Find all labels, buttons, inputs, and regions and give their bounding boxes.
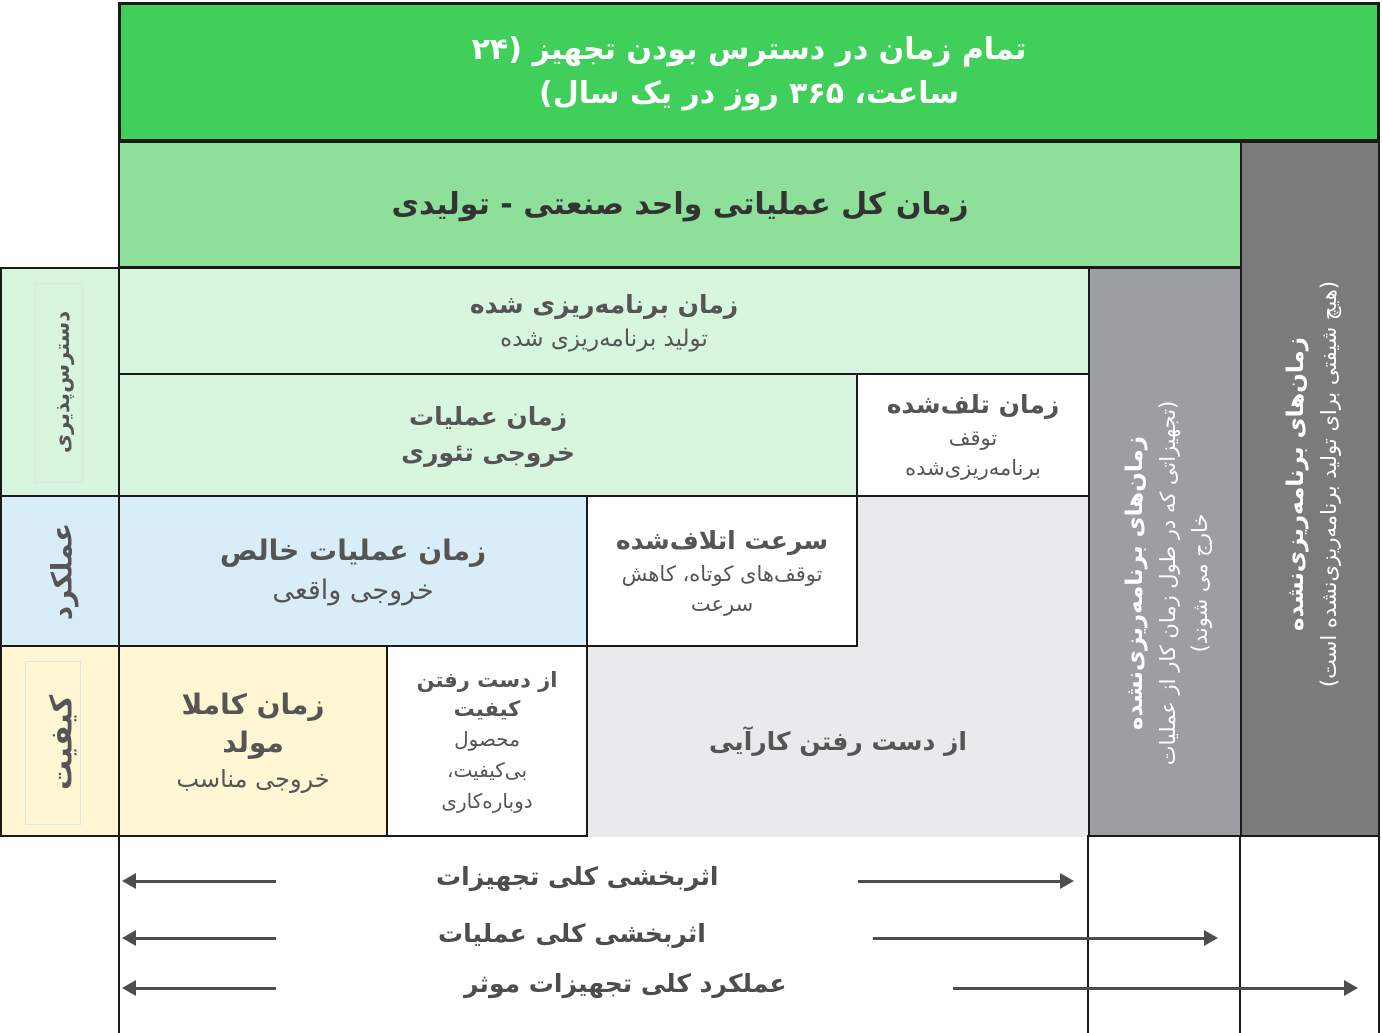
total-operating-time-bar [118,141,1242,268]
arrow-teep-left-shaft [134,987,276,990]
quality-loss-line2: بی‌کیفیت، [446,757,528,782]
operating-time-subtitle: خروجی تئوری [401,438,575,467]
arrow-ooe-label: اثربخشی کلی عملیات [438,919,706,948]
total-available-time-line1: تمام زمان در دسترس بودن تجهیز (۲۴ [471,32,1027,67]
operating-time [118,373,858,497]
side-label-performance [0,495,120,647]
speed-loss-title: سرعت اتلاف‌شده [615,526,829,555]
quality-loss-line3: دوباره‌کاری [441,788,533,813]
side-label-quality [0,645,120,837]
lost-time-planned-stops [856,373,1090,497]
side-label-availability [0,267,120,497]
efficiency-loss-label: از دست رفتن کارآیی [709,727,967,756]
speed-loss-line2: سرعت [690,592,754,616]
total-available-time-bar [118,2,1380,142]
guide-line-ooe [1239,835,1241,1033]
side-label-quality-text: کیفیت [44,694,80,791]
side-label-performance-text: عملکرد [45,522,79,621]
arrow-oee-left-shaft [134,880,276,883]
planned-production-time-title: زمان برنامه‌ریزی شده [469,290,739,319]
fully-productive-subtitle: خروجی مناسب [176,765,330,793]
speed-loss [586,495,858,647]
arrow-ooe-left-shaft [134,937,276,940]
arrow-ooe-right-shaft [873,937,1205,940]
net-operating-time-title: زمان عملیات خالص [219,534,487,567]
fully-productive-title-line1: زمان کاملا [181,688,325,721]
unplanned-downtime-operations-text [1118,298,1216,868]
efficiency-loss-upper [858,497,1088,647]
planned-production-time-subtitle: تولید برنامه‌ریزی شده [500,326,708,352]
total-operating-time-label: زمان کل عملیاتی واحد صنعتی - تولیدی [391,187,969,222]
unplanned-time-no-shift-title: زمان‌های برنامه‌ریزی‌نشده [1283,337,1309,631]
total-available-time-line2: ساعت، ۳۶۵ روز در یک سال) [539,76,959,111]
efficiency-loss [588,647,1088,837]
arrow-right-icon [1060,873,1074,889]
quality-loss-title-line2: کیفیت [453,696,521,721]
net-operating-time [118,495,588,647]
quality-loss-title-line1: از دست رفتن [416,667,558,692]
arrow-oee-label: اثربخشی کلی تجهیزات [436,862,719,891]
fully-productive-title-line2: مولد [222,726,284,759]
arrow-right-icon [1344,980,1358,996]
side-label-availability-text: دسترس‌پذیری [50,310,74,454]
fully-productive-time [118,645,388,837]
lost-time-line2: برنامه‌ریزی‌شده [905,456,1041,480]
speed-loss-line1: توقف‌های کوتاه، کاهش [621,562,823,586]
arrow-oee-right-shaft [858,880,1062,883]
net-operating-time-subtitle: خروجی واقعی [272,575,434,606]
lost-time-title: زمان تلف‌شده [886,390,1060,419]
unplanned-time-no-shift-line1: (هیچ شیفتی برای تولید برنامه‌ریزی‌نشده است) [1317,280,1341,688]
unplanned-downtime-operations-title: زمان‌های برنامه‌ریزی‌نشده [1122,436,1148,730]
unplanned-downtime-operations-line1: (تجهیزاتی که در طول زمان کار از عملیات [1156,400,1180,766]
guide-line-oee [1087,835,1089,1033]
unplanned-downtime-operations [1088,267,1242,837]
arrow-right-icon [1204,930,1218,946]
unplanned-time-no-shift [1240,141,1380,837]
arrow-teep-label: عملکرد کلی تجهیزات موثر [464,969,787,998]
lost-time-line1: توقف [948,426,998,450]
operating-time-title: زمان عملیات [408,402,568,431]
unplanned-time-no-shift-text [1279,154,1345,814]
quality-loss [386,645,588,837]
guide-line-left [118,835,120,1033]
unplanned-downtime-operations-line2: خارج می شوند) [1188,513,1212,653]
guide-line-teep [1378,835,1380,1033]
arrow-teep-right-shaft [953,987,1345,990]
quality-loss-line1: محصول [454,726,520,751]
planned-production-time [118,267,1090,375]
